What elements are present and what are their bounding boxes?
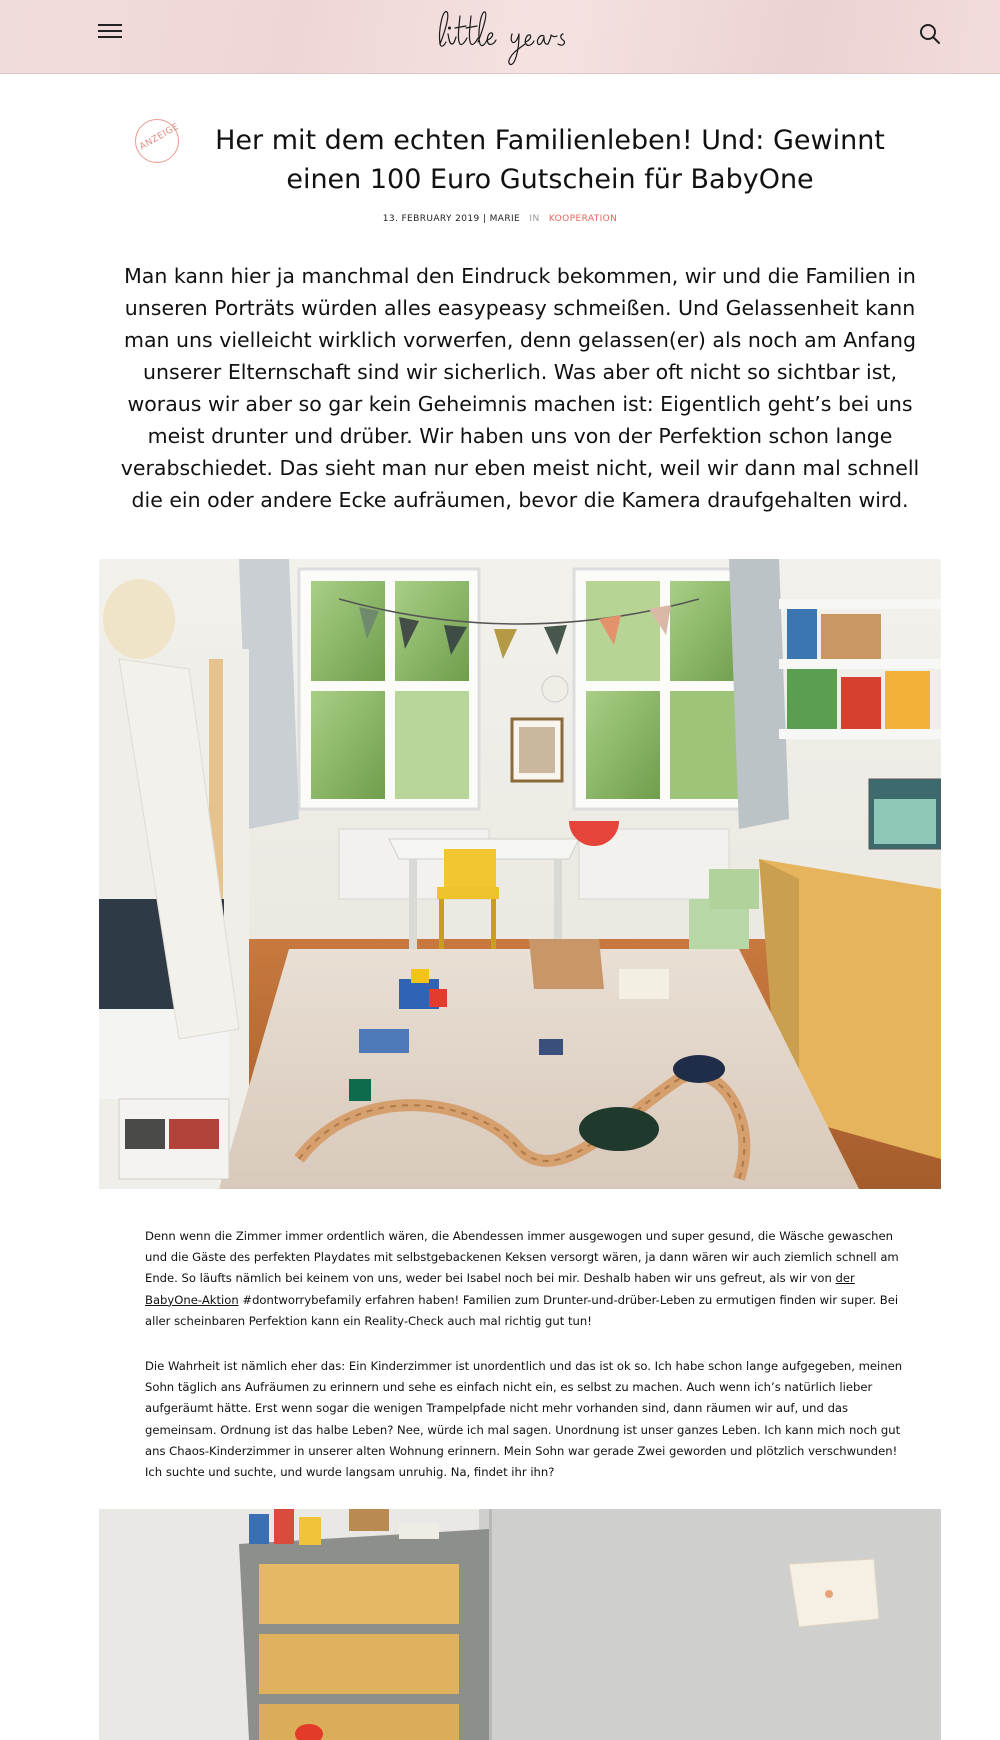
- meta-separator: |: [482, 214, 487, 224]
- article-title: Her mit dem echten Familienleben! Und: Gewinnt einen 100 Euro Gutschein für BabyOne: [215, 125, 885, 195]
- site-logo[interactable]: [430, 4, 600, 70]
- category-prefix: IN: [529, 214, 540, 224]
- kids-room-photo-2: [99, 1509, 941, 1740]
- babyone-aktion-link[interactable]: der BabyOne-Aktion: [145, 1271, 855, 1307]
- site-header: [0, 0, 1000, 74]
- body-paragraph-2: Die Wahrheit ist nämlich eher das: Ein Kinderzimmer ist unordentlich und das ist ok so. Ich habe schon lange aufgegeben, meinen Sohn täglich ans Aufräumen zu erinnern und sehe es einfach nicht ein, es selbst zu machen. Auch wenn ich’s natürlich lieber aufgeräumt hätte. Erst wenn sogar die wenigen Trampelpfade nicht mehr vorhanden sind, dann räumen wir auf, und das gemeinsam. Ordnung ist das halbe Leben? Nee, würde ich mal sagen. Unordnung ist unser ganzes Leben. Ich kann mich noch gut ans Chaos-Kinderzimmer in unserer alten Wohnung erinnern. Mein Sohn war gerade Zwei geworden und plötzlich verschwunden! Ich suchte und suchte, und wurde langsam unruhig. Na, findet ihr ihn?: [145, 1359, 903, 1480]
- body-paragraph-1: [145, 1226, 905, 1332]
- paragraph-1-text-after-link: #dontworrybefamily erfahren haben! Familien zum Drunter-und-drüber-Leben zu ermutigen finden wir super. Bei aller scheinbaren Perfektion kann ein Reality-Check auch mal richtig gut tun!: [145, 1292, 899, 1328]
- kids-room-photo: [99, 559, 941, 1189]
- article-meta: [0, 214, 1000, 224]
- search-icon[interactable]: [918, 22, 942, 46]
- anzeige-badge: [135, 119, 179, 163]
- hamburger-menu-icon[interactable]: [98, 24, 122, 40]
- post-date: 13. FEBRUARY 2019: [382, 214, 480, 224]
- category-link[interactable]: KOOPERATION: [548, 214, 618, 224]
- paragraph-1-text-before-link: Denn wenn die Zimmer immer ordentlich wären, die Abendessen immer ausgewogen und super gesund, die Wäsche gewaschen und die Gäste des perfekten Playdates mit selbstgebackenen Keksen versorgt wären, ja dann wären wir auch ziemlich schnell am Ende. So läufts nämlich bei keinem von uns, weder bei Isabel noch bei mir. Deshalb haben wir uns gefreut, als wir von: [145, 1229, 899, 1286]
- article-intro: Man kann hier ja manchmal den Eindruck bekommen, wir und die Familien in unseren Porträts würden alles easypeasy schmeißen. Und Gelassenheit kann man uns vielleicht wirklich vorwerfen, denn gelassen(er) als noch am Anfang unserer Elternschaft sind wir sicherlich. Was aber oft nicht so sichtbar ist, woraus wir aber so gar kein Geheimnis machen ist: Eigentlich geht’s bei uns meist drunter und drüber. Wir haben uns von der Perfektion schon lange verabschiedet. Das sieht man nur eben meist nicht, weil wir dann mal schnell die ein oder andere Ecke aufräumen, bevor die Kamera draufgehalten wird.: [120, 264, 920, 512]
- badge-label: ANZEIGE: [138, 121, 181, 153]
- post-author[interactable]: MARIE: [489, 214, 521, 224]
